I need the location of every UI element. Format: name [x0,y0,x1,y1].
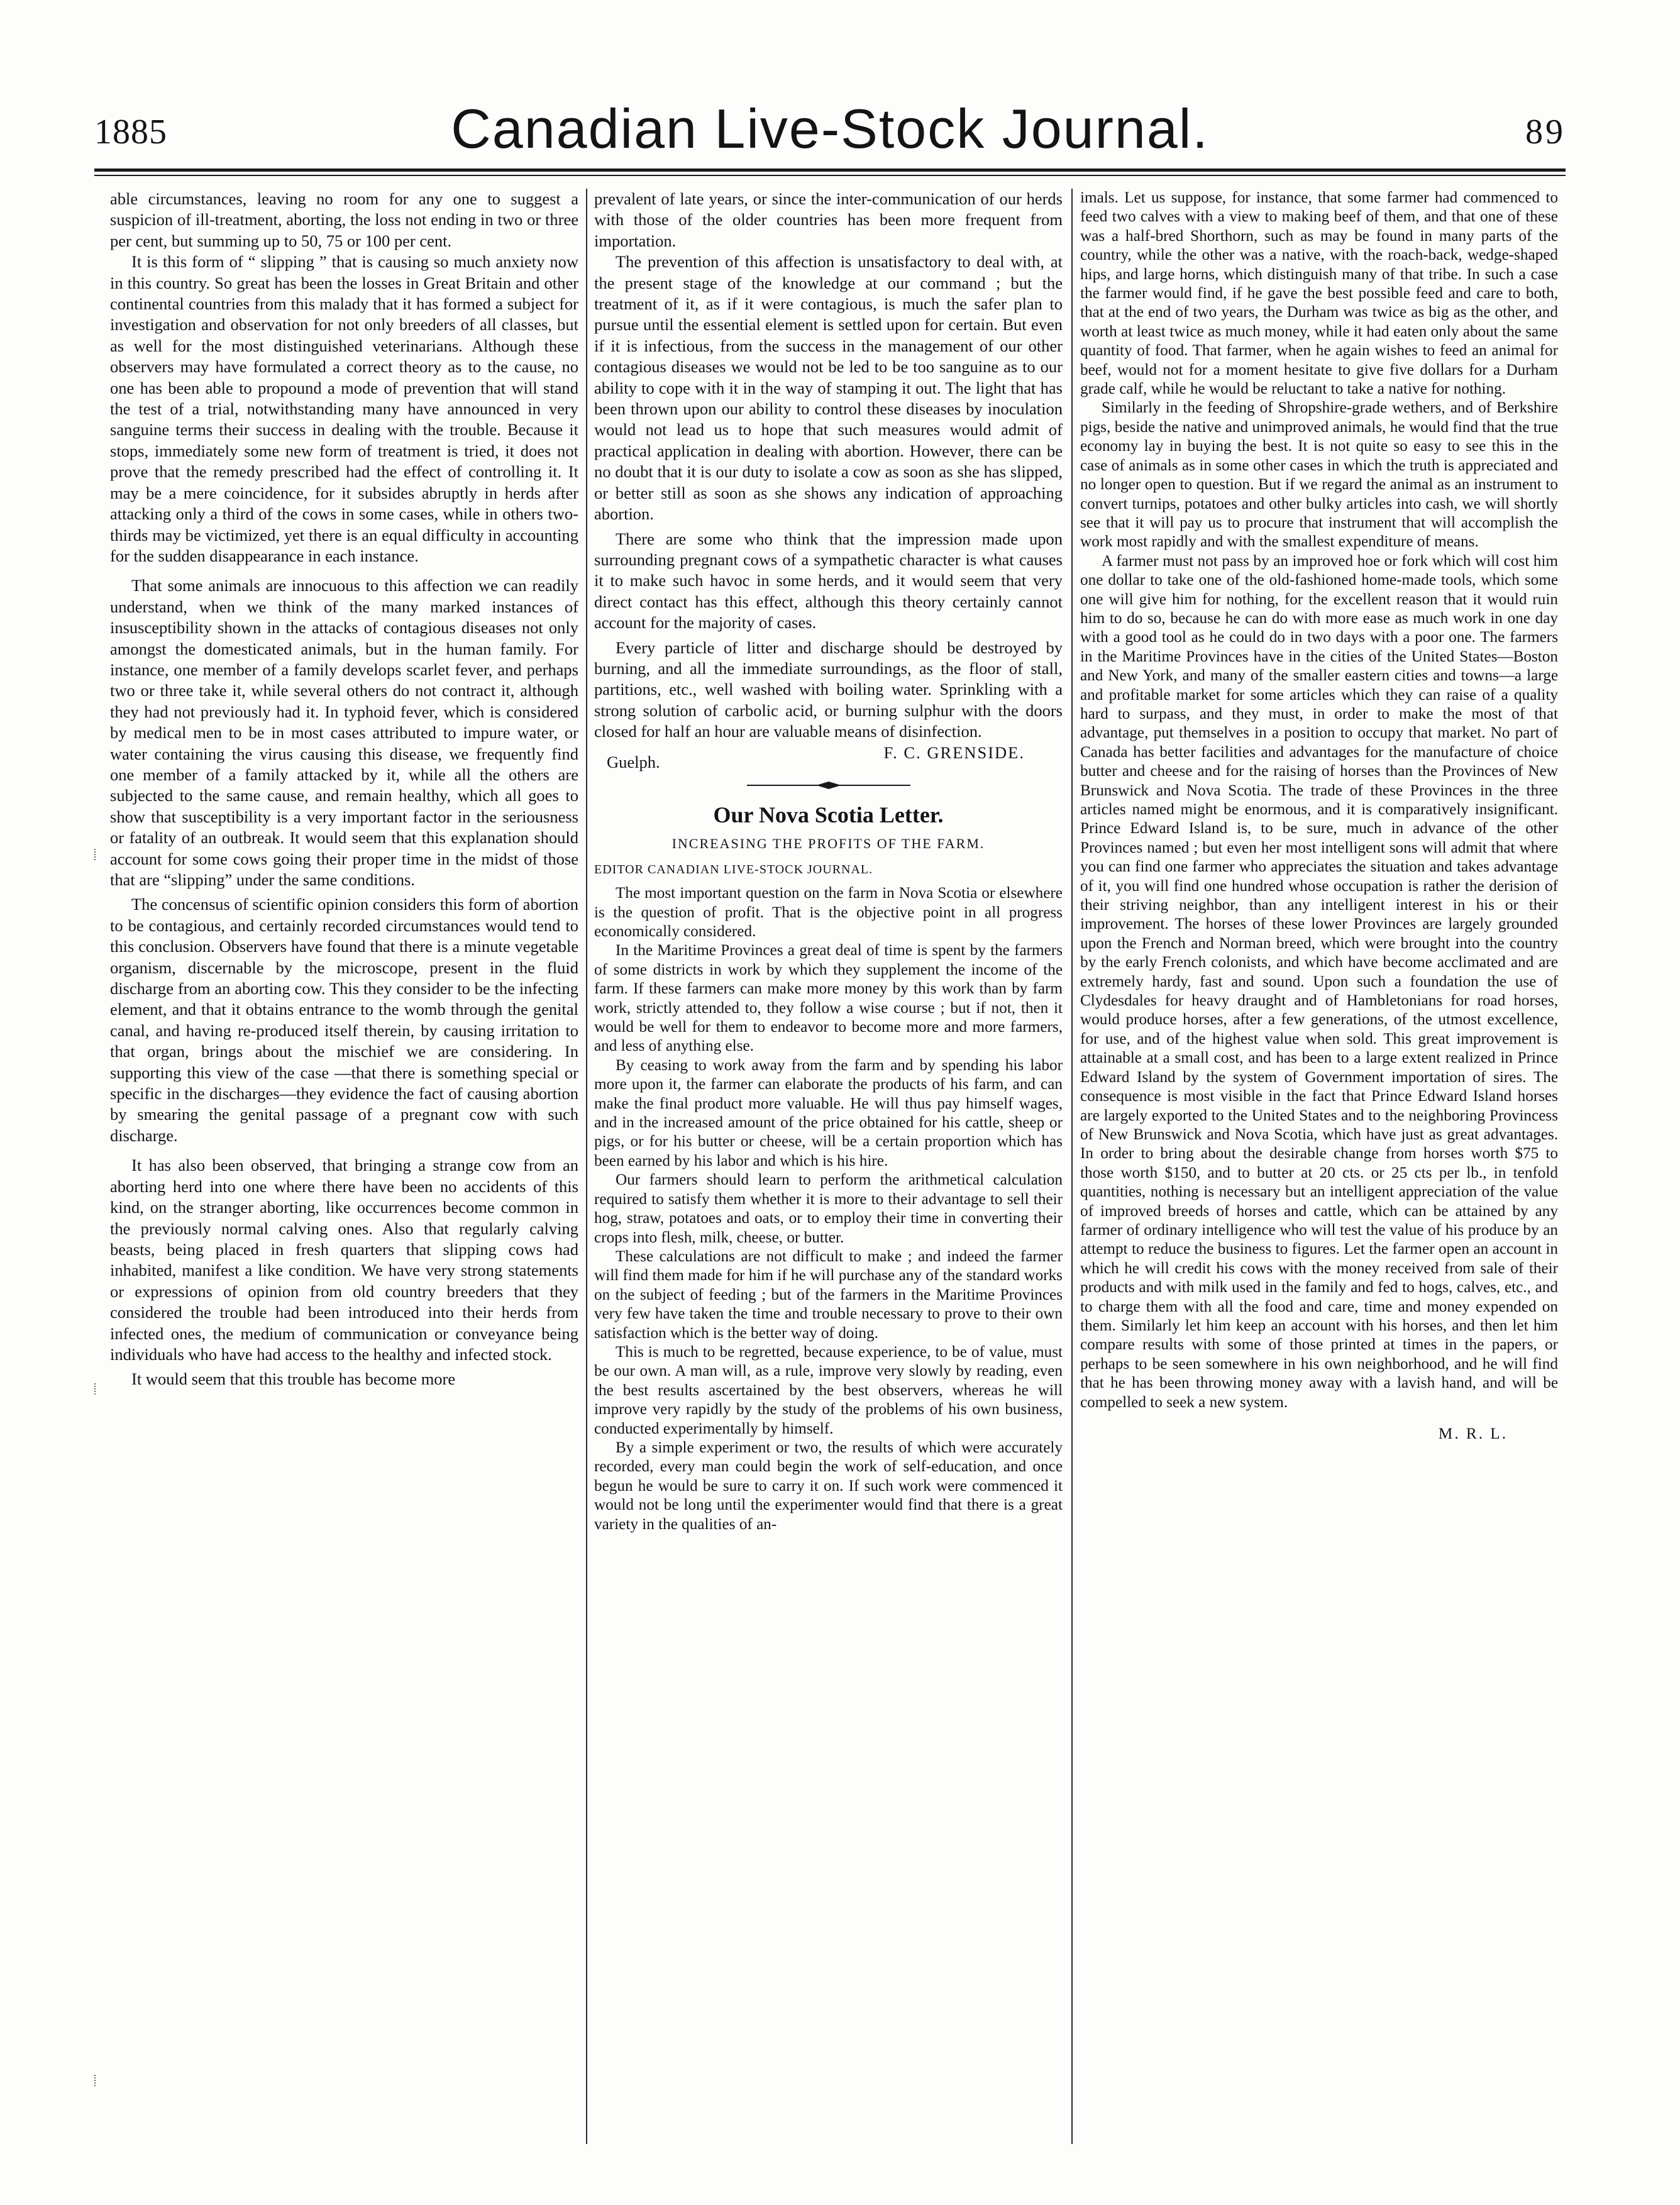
column-divider [586,189,587,2144]
paragraph: Every particle of litter and discharge should be destroyed by burning, and all the immediate surroundings, as the floor of stall, partitions, etc., well washed with boiling water. Sprinkling with a strong solution of carbolic acid, or burning sulphur with the doors closed for half an hour are valuable means of disinfection. [594,638,1063,741]
letter-salutation: EDITOR CANADIAN LIVE-STOCK JOURNAL. [594,862,873,876]
paragraph: It would seem that this trouble has become more [131,1369,456,1389]
paragraph: There are some who think that the impression made upon surrounding pregnant cows of a sympathetic character is what causes it to make such havoc in some herds, and it would seem that very direct contact has this effect, although this theory certainly cannot account for the majority of cases. [594,529,1063,633]
paragraph: It has also been observed, that bringing a strange cow from an aborting herd into one where there have been no accidents of this kind, on the stranger aborting, like occurrences become common in the previously normal calving ones. Also that regularly calving beasts, being placed in fresh quarters that slipping cows had inhabited, manifest a like condition. We have very strong statements or expressions of opinion from old country breeders that they considered the trouble had been introduced into their herds from infected ones, the medium of communication or conveyance being individuals who have had access to the healthy and infected stock. [110,1156,578,1364]
paragraph: able circumstances, leaving no room for any one to suggest a suspicion of ill-treatment, aborting, the loss not ending in two or three per cent, but summing up to 50, 75 or 100 per cent. [110,189,578,250]
paragraph: By a simple experiment or two, the results of which were accurately recorded, every man could begin the work of self-education, and once begun he would be sure to carry it on. If such work were commenced it would not be long until the experimenter would find that there is a great variety in the qualities of an- [594,1439,1063,1533]
paragraph: That some animals are innocuous to this affection we can readily understand, when we think of the many marked instances of insusceptibility shown in the attacks of contagious diseases not only amongst the domesticated animals, but in the human family. For instance, one member of a family develops scarlet fever, and perhaps two or three take it, while several others do not contract it, although they had not previously had it. In typhoid fever, which is considered by medical men to be in most cases attributed to impure water, or water containing the virus causing this disease, we frequently find one member of a family attacked by it, while all the others are subjected to the same cause, and remain healthy, which all goes to show that susceptibility is a very important factor in the seriousness or fatality of an outbreak. It would seem that this explanation should account for some cows going their proper time in the midst of those that are “slipping” under the same conditions. [110,576,578,889]
paragraph: It is this form of “ slipping ” that is causing so much anxiety now in this country. So great has been the losses in Great Britain and other continental countries from this malady that it has formed a subject for investigation and observation for not only breeders of all classes, but as well for the most distinguished veterinarians. Although these observers may have formulated a correct theory as to the cause, no one has been able to propound a mode of prevention that will stand the test of a trial, notwithstanding many have announced in very sanguine terms their success in dealing with the trouble. Because it stops, immediately some new form of treatment is tried, it does not prove that the remedy prescribed had the effect of controlling it. It may be a mere coincidence, for it subsides abruptly in herds after attacking only a third of the cows in some cases, while in others two-thirds may be victimized, yet there is an equal difficulty in accounting for the sudden disappearance in each instance. [110,252,578,565]
paragraph: The most important question on the farm in Nova Scotia or elsewhere is the question of profit. That is the objective point in all progress economically considered. [594,885,1063,940]
paragraph: Our farmers should learn to perform the arithmetical calculation required to satisfy them whether it is more to their advantage to sell their hog, straw, potatoes and oats, or to employ their time in converting their crops into flesh, milk, cheese, or butter. [594,1171,1063,1246]
dateline-place: Guelph. [607,752,660,771]
paragraph: This is much to be regretted, because experience, to be of value, must be our own. A man will, as a rule, improve very slowly by reading, even the best results ascertained by the best observers, whereas he will improve very rapidly by the study of the problems of his own business, conducted experimentally by himself. [594,1343,1063,1437]
paragraph: imals. Let us suppose, for instance, that some farmer had commenced to feed two calves with a view to making beef of them, and that one of these was a half-bred Shorthorn, such as may be found in many parts of the country, while the other was a native, with the roach-back, wedge-shaped hips, and large horns, which distinguish many of that tribe. In such a case the farmer would find, if he gave the best possible feed and care to both, that at the end of two years, the Durham was twice as big as the other, and worth at least twice as much money, while it had eaten only about the same quantity of food. That farmer, when he again wishes to feed an animal for beef, would not for a moment hesitate to give five dollars for a Durham grade calf, while he would be reluctant to take a native for nothing. [1080,189,1558,398]
paragraph: These calculations are not difficult to make ; and indeed the farmer will find them made for him if he will purchase any of the standard works on the subject of feeding ; but of the farmers in the Maritime Provinces very few have taken the time and trouble necessary to prove to their own satisfaction which is the better way of doing. [594,1247,1063,1342]
paragraph: A farmer must not pass by an improved hoe or fork which will cost him one dollar to take one of the old-fashioned home-made tools, which some one will give him for nothing, for the excellent reason that it would ruin him to do so, because he can do with more ease as much work in one day with a good tool as he could do in two days with a poor one. The farmers in the Maritime Provinces have in the cities of the United States—Boston and New York, and many of the smaller eastern cities and towns—a large and profitable market for some articles which they can raise of a quality hard to surpass, and they must, in order to make the most of that advantage, put themselves in a position to occupy that market. No part of Canada has better facilities and advantages for the manufacture of choice butter and cheese and for the raising of horses than the Provinces of New Brunswick and Nova Scotia. The trade of these Provinces in the three articles named might be enormous, and it is comparatively insignificant. Prince Edward Island is, to be sure, much in advance of the other Provinces named ; but even her most intelligent sons will admit that where you can find one farmer who appreciates the situation and takes advantage of it, you will find one hundred whose occupation is rather the derision of their striving neighbor, than any intelligent interest in his or their improvement. The horses of these lower Provinces are largely grounded upon the French and Norman breed, which were brought into the country by the early French colonists, and which have become acclimated and are extremely hardy, fast and sound. Upon such a foundation the use of Clydesdales for heavy draught and of Hambletonians for road horses, would produce horses, after a few generations, of the utmost excellence, for use, and of the highest value when sold. This great improvement is attainable at a small cost, and has been to a large extent realized in Prince Edward Island by the system of Government importation of sires. The consequence is most visible in the fact that Prince Edward Island horses are largely exported to the United States and to the neighboring Provincess of New Brunswick and Nova Scotia, which have just as great advantages. In order to bring about the desirable change from horses worth $75 to those worth $150, and to butter at 20 cts. or 25 cts per lb., in tenfold quantities, nothing is necessary but an intelligent appreciation of the value of improved breeds of horses and cattle, which can be attained by any farmer of ordinary intelligence who will test the value of his produce by an attempt to reduce the business to figures. Let the farmer open an account in which he will credit his cows with the money received from sale of their products and with milk used in the family and fed to hogs, calves, etc., and to charge them with all the food and care, time and money expended on them. Similarly let him keep an account with his horses, and then let him compare results with some of those printed at times in the papers, or perhaps to be seen somewhere in his own neighborhood, and he will find that he has been throwing money away with a lavish hand, and will be compelled to seek a new system. [1080,552,1558,1411]
scan-edge-mark [94,849,96,860]
author-signature: F. C. GRENSIDE. [883,743,1025,762]
letter-title: Our Nova Scotia Letter. [713,802,944,828]
header-year: 1885 [94,113,167,152]
article-column-1 [110,189,578,2150]
journal-title: Canadian Live-Stock Journal. [451,97,1209,160]
page-header [94,94,1566,163]
paragraph: By ceasing to work away from the farm and by spending his labor more upon it, the farmer can elaborate the products of his farm, and can make the final product more valuable. He will thus pay himself wages, and in the increased amount of the price obtained for his cattle, sheep or pigs, or for his butter or cheese, will be a certain proportion which has been earned by his labor and which is his hire. [594,1056,1063,1169]
section-divider-ornament [722,779,936,792]
scan-edge-mark [94,1383,96,1395]
paragraph: The concensus of scientific opinion considers this form of abortion to be contagious, and certainly recorded circumstances would tend to this conclusion. Observers have found that there is a minute vegetable organism, discernable by the microscope, present in the fluid discharge from an aborting cow. This they consider to be the infecting element, and that it obtains entrance to the womb through the genital canal, and having re-produced itself therein, by causing irritation to that organ, brings about the mischief we are considering. In supporting this view of the case —that there is something special or specific in the discharges—they evidence the fact of causing abortion by smearing the genital passage of a pregnant cow with such discharge. [110,895,578,1145]
article-column-2 [594,189,1063,2150]
paragraph: prevalent of late years, or since the inter-communication of our herds with those of the older countries has been more frequent from importation. [594,189,1063,250]
paragraph: Similarly in the feeding of Shropshire-grade wethers, and of Berkshire pigs, beside the native and unimproved animals, he would find that the true economy lay in buying the best. It is not quite so easy to see this in the case of animals as in some other cases in which the truth is appreciated and no longer open to question. But if we regard the animal as an instrument to convert turnips, potatoes and other bulky articles into cash, we will shortly see that it will pay us to procure that instrument that will accomplish the work most rapidly and with the smallest expenditure of means. [1080,399,1558,551]
author-signature: M. R. L. [1438,1425,1508,1442]
paragraph: The prevention of this affection is unsatisfactory to deal with, at the present stage of the knowledge at our command ; but the treatment of it, as if it were contagious, is much the safer plan to pursue until the essential element is settled upon for certain. But even if it is infectious, from the success in the management of our other contagious diseases we would not be led to be too sanguine as to our ability to cope with it in the way of stamping it out. The light that has been thrown upon our ability to control these diseases by inoculation would not lead us to hope that such measures would admit of practical application in dealing with abortion. However, there can be no doubt that it is our duty to isolate a cow as soon as she has slipped, or better still as soon as she shows any indication of approaching abortion. [594,252,1063,524]
header-rule-thick [94,169,1566,172]
letter-body [594,884,1063,1534]
paragraph: In the Maritime Provinces a great deal of time is spent by the farmers of some districts in work by which they supplement the income of the farm. If these farmers can make more money by this work than by farm work, strictly attended to, they follow a wise course ; but if not, then it would be well for them to endeavor to become more and more farmers, and less of anything else. [594,942,1063,1055]
column-divider [1071,189,1073,2144]
letter-subtitle: INCREASING THE PROFITS OF THE FARM. [671,836,985,852]
scan-edge-mark [94,2075,96,2086]
header-rule-thin [94,175,1566,176]
article-column-3 [1080,189,1558,2150]
page-number: 89 [1525,113,1566,152]
